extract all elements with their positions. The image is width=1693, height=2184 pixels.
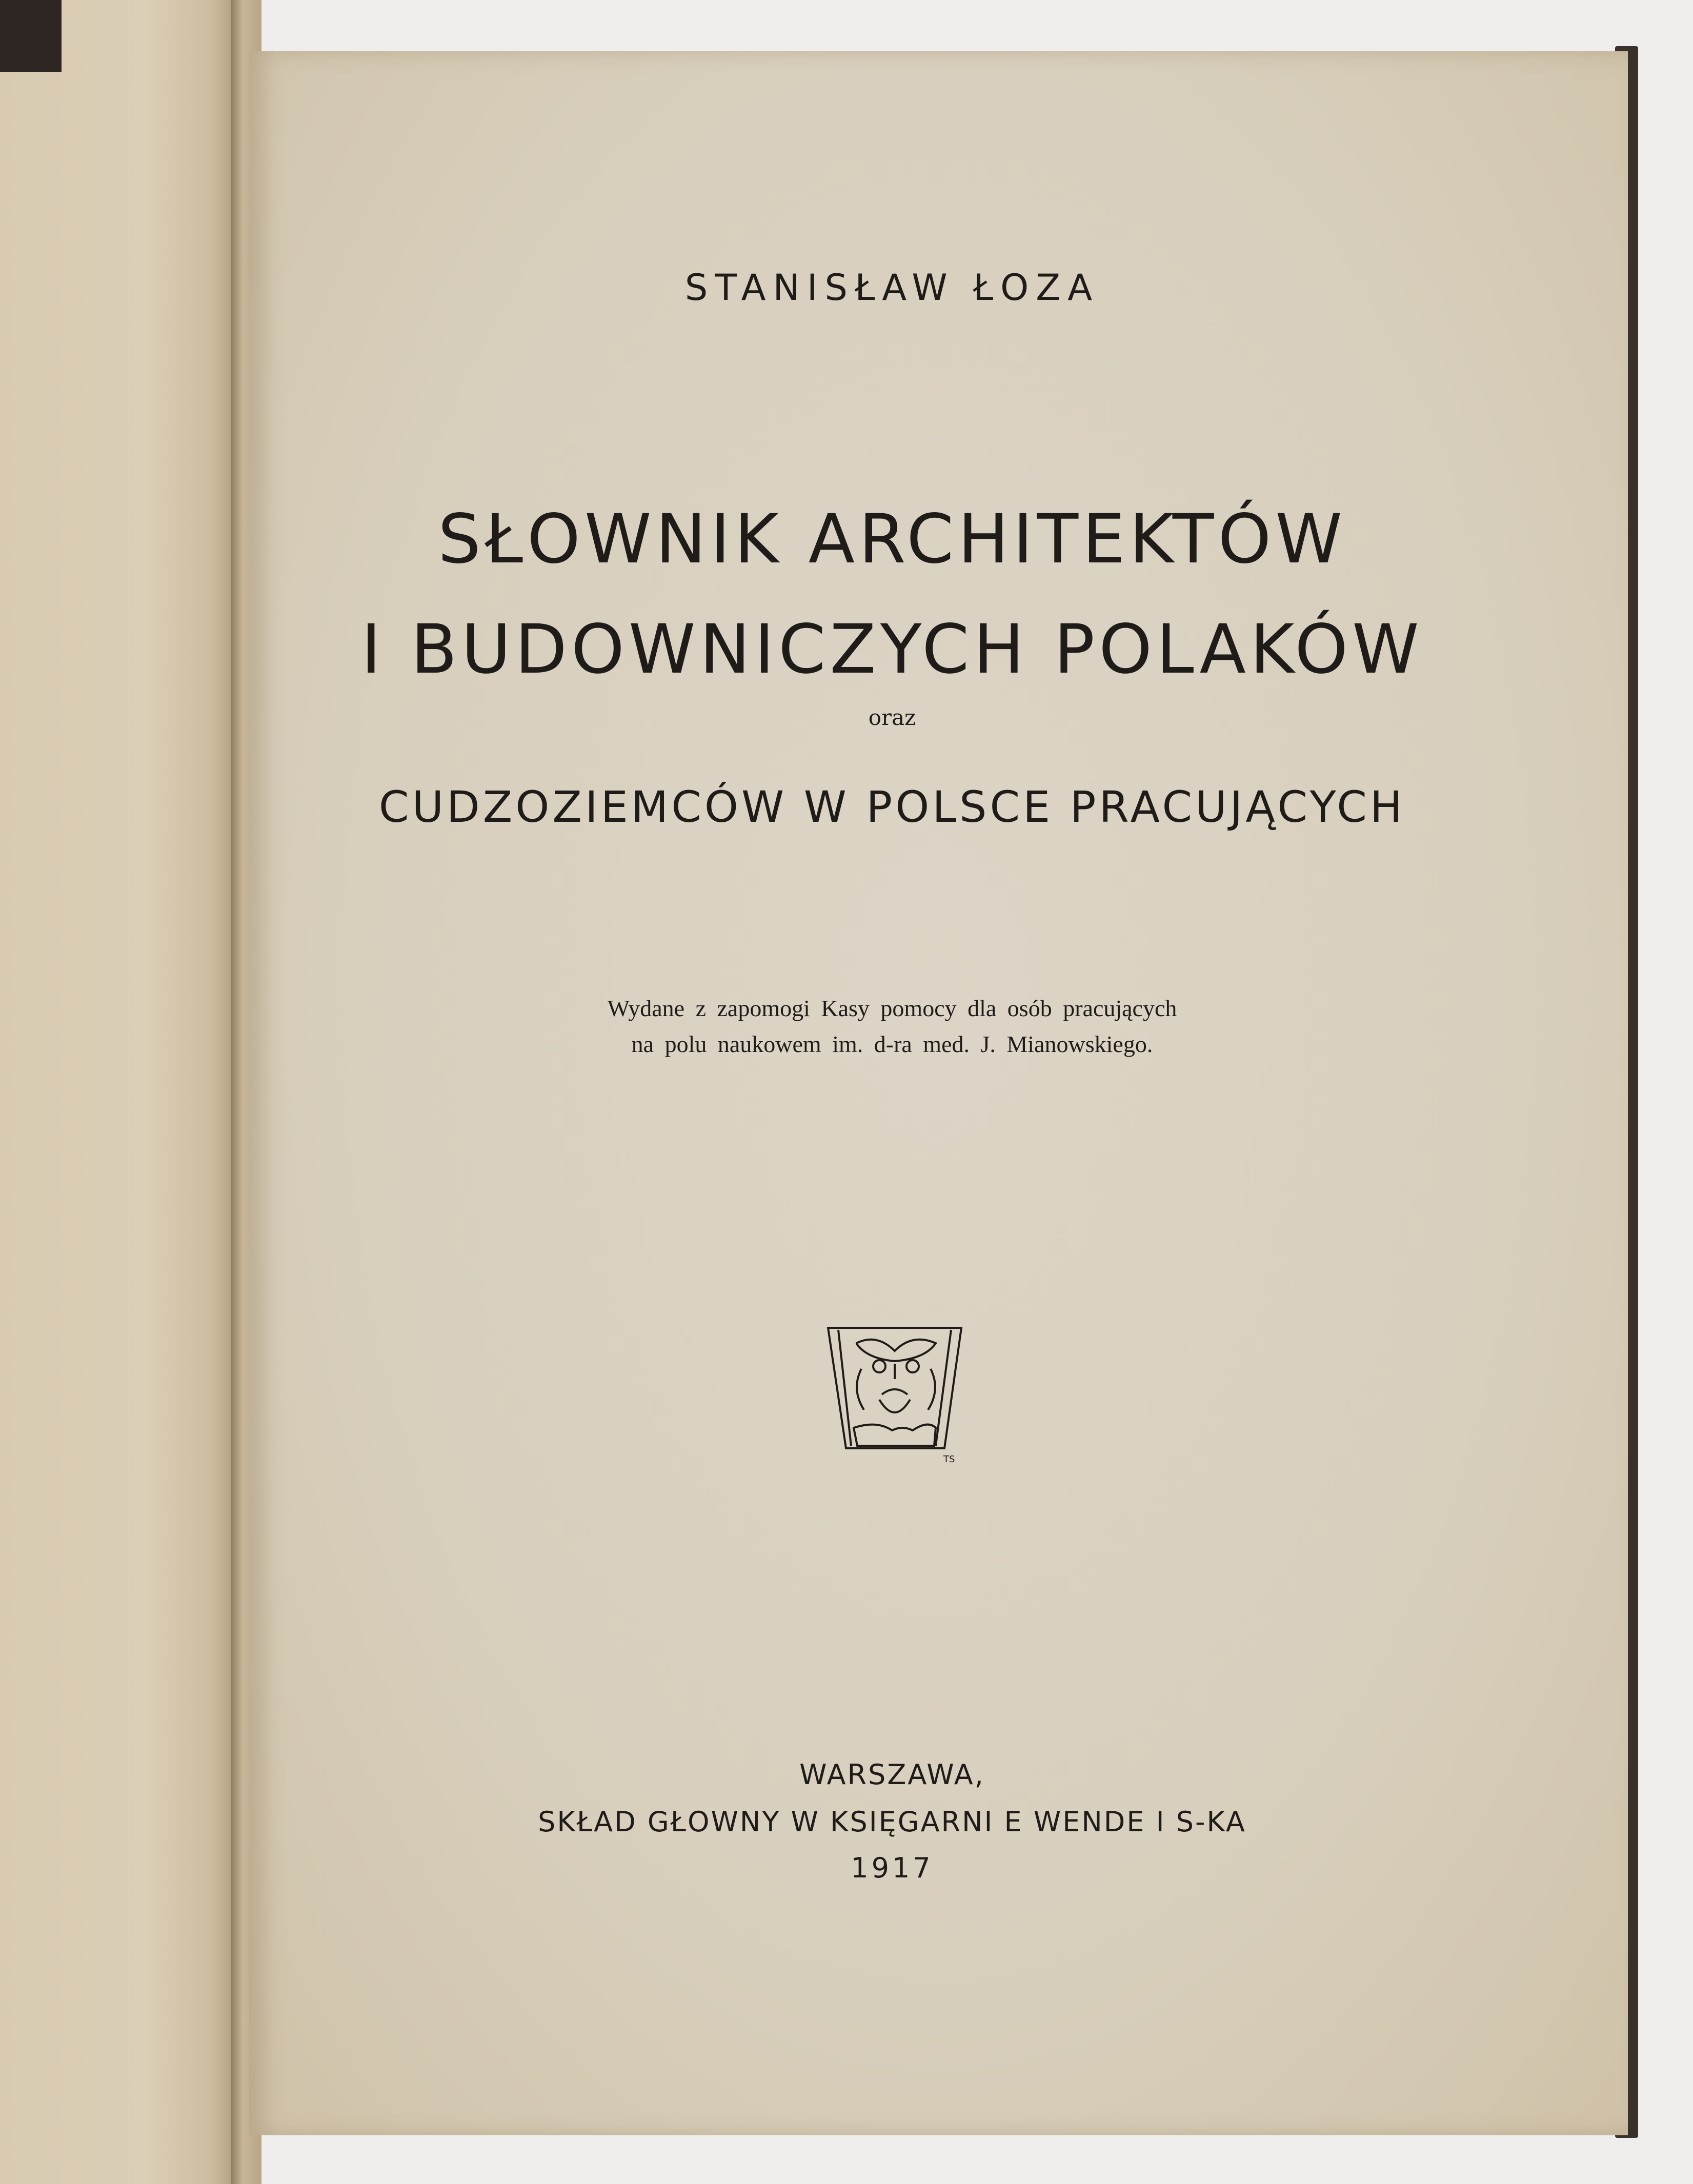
funding-note-line-2: na polu naukowem im. d-ra med. J. Mianowskiego. <box>631 1031 1153 1057</box>
ornament-monogram: TS <box>943 1454 955 1465</box>
publication-year: 1917 <box>851 1852 934 1884</box>
title-line-1: SŁOWNIK ARCHITEKTÓW <box>438 500 1346 579</box>
conjunction: oraz <box>868 705 916 730</box>
left-page <box>0 0 241 2184</box>
publisher: SKŁAD GŁOWNY W KSIĘGARNI E WENDE I S-KA <box>538 1806 1246 1838</box>
title-line-2: I BUDOWNICZYCH POLAKÓW <box>361 610 1423 689</box>
funding-note-line-1: Wydane z zapomogi Kasy pomocy dla osób pracujących <box>607 995 1177 1021</box>
mascaron-ornament-icon <box>825 1323 974 1466</box>
publication-place: WARSZAWA, <box>799 1758 985 1791</box>
author-name: STANISŁAW ŁOZA <box>684 267 1100 309</box>
subtitle: CUDZOZIEMCÓW W POLSCE PRACUJĄCYCH <box>378 782 1406 832</box>
book-cover-edge <box>0 0 62 72</box>
